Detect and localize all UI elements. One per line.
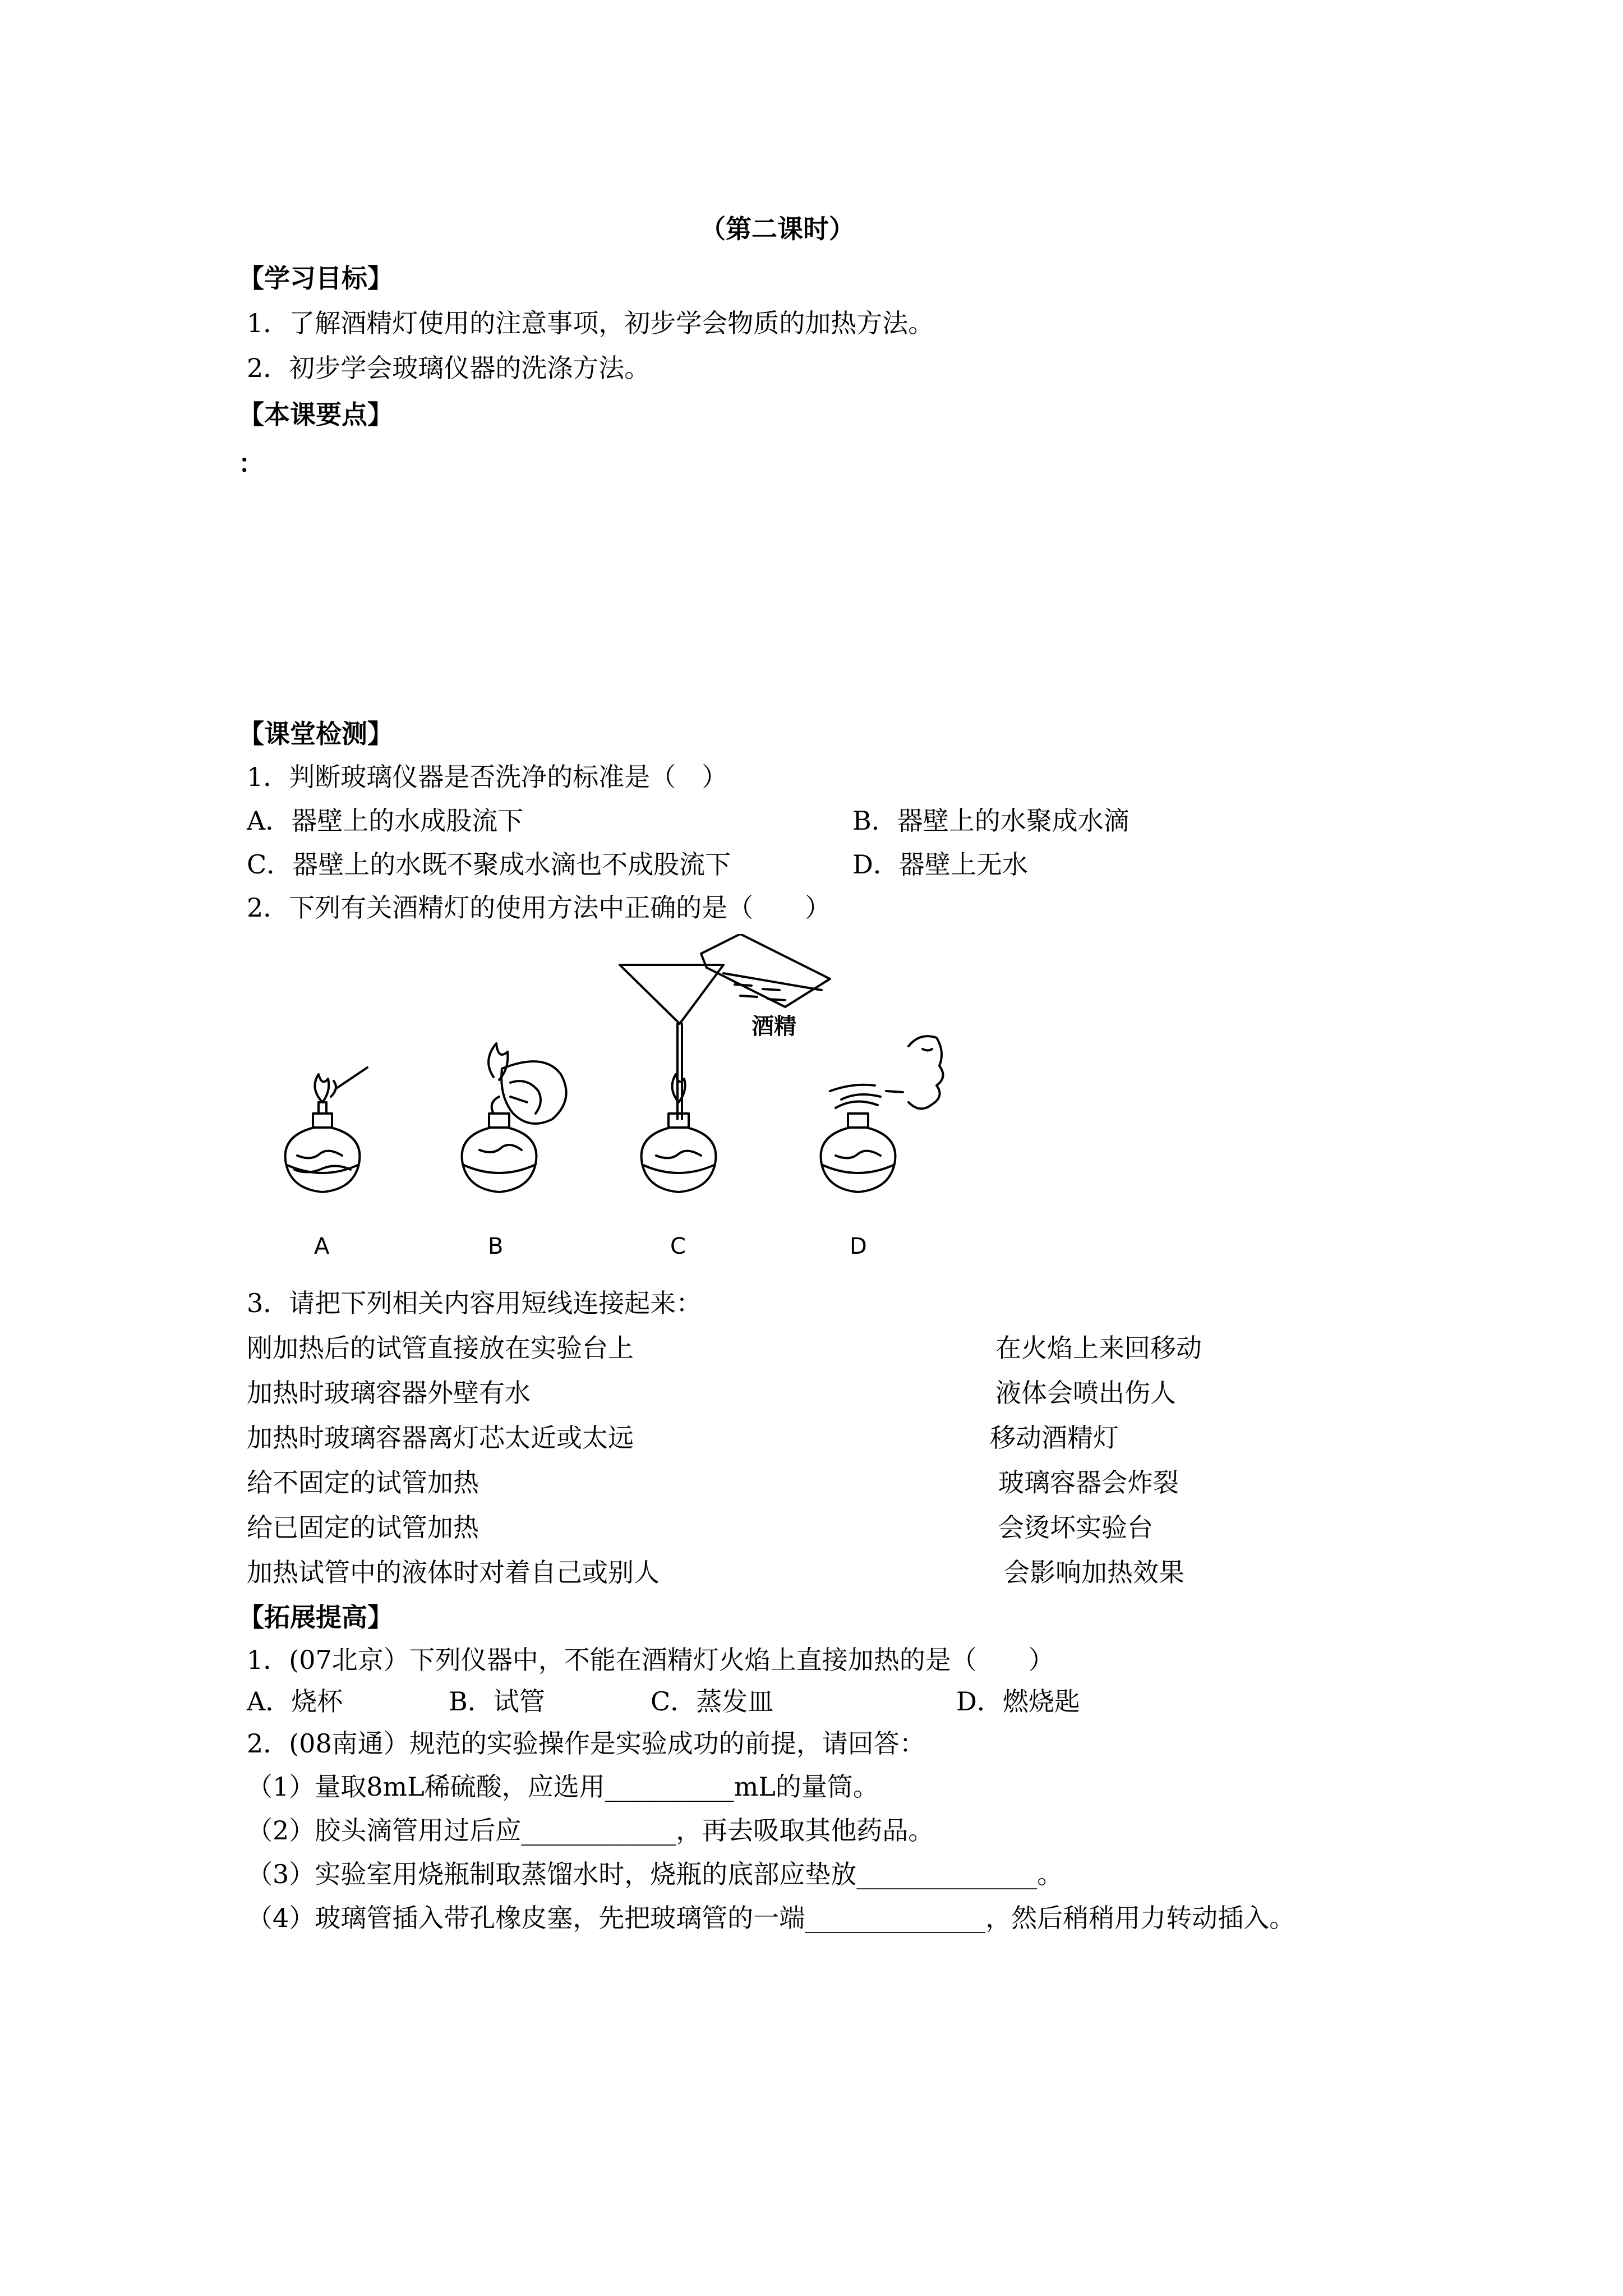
question-3-stem: 3．请把下列相关内容用短线连接起来： <box>247 1288 702 1318</box>
page-title: （第二课时） <box>700 214 855 244</box>
extension-question-2-item: （1）量取8mL稀硫酸，应选用__________mL的量筒。 <box>247 1772 879 1802</box>
key-points-heading: 【本课要点】 <box>238 399 393 430</box>
match-right-item: 移动酒精灯 <box>990 1423 1119 1453</box>
extension-question-2-item: （2）胶头滴管用过后应____________，再去吸取其他药品。 <box>247 1815 934 1846</box>
match-left-item: 给不固定的试管加热 <box>247 1467 479 1498</box>
match-left-item: 刚加热后的试管直接放在实验台上 <box>247 1333 634 1363</box>
extension-heading: 【拓展提高】 <box>238 1602 393 1632</box>
match-left-item: 加热时玻璃容器外壁有水 <box>247 1378 531 1408</box>
lamp-a-icon <box>285 1068 367 1192</box>
figure-label-d: D <box>850 1234 867 1259</box>
figure-label-a: A <box>314 1234 330 1259</box>
objectives-heading: 【学习目标】 <box>238 263 393 293</box>
extension-question-2-item: （4）玻璃管插入带孔橡皮塞，先把玻璃管的一端______________，然后稍稍用力转动插入。 <box>247 1903 1295 1933</box>
figure-alcohol-label: 酒精 <box>751 1014 796 1039</box>
extension-question-1-option-c: C．蒸发皿 <box>651 1686 774 1717</box>
match-left-item: 加热试管中的液体时对着自己或别人 <box>247 1557 660 1588</box>
extension-question-1-option-a: A．烧杯 <box>247 1686 343 1717</box>
extension-question-2-stem: 2．(08南通）规范的实验操作是实验成功的前提，请回答： <box>247 1728 925 1759</box>
match-right-item: 会影响加热效果 <box>1004 1557 1184 1588</box>
figure-label-b: B <box>488 1234 504 1259</box>
question-1-option-d: D．器壁上无水 <box>852 849 1028 880</box>
figure-label-c: C <box>670 1234 686 1259</box>
extension-question-2-item: （3）实验室用烧瓶制取蒸馏水时，烧瓶的底部应垫放______________。 <box>247 1859 1063 1889</box>
match-right-item: 玻璃容器会炸裂 <box>998 1467 1179 1498</box>
match-left-item: 加热时玻璃容器离灯芯太近或太远 <box>247 1423 634 1453</box>
extension-question-1-stem: 1．(07北京）下列仪器中，不能在酒精灯火焰上直接加热的是（ ） <box>247 1645 1054 1675</box>
key-points-content: ： <box>238 448 264 478</box>
match-left-item: 给已固定的试管加热 <box>247 1512 479 1543</box>
alcohol-lamp-figure <box>247 934 1032 1259</box>
objective-item: 1．了解酒精灯使用的注意事项，初步学会物质的加热方法。 <box>247 308 934 338</box>
question-1-option-a: A．器壁上的水成股流下 <box>247 806 524 836</box>
extension-question-1-option-b: B．试管 <box>449 1686 545 1717</box>
question-1-stem: 1．判断玻璃仪器是否洗净的标准是（ ） <box>247 762 728 792</box>
question-2-stem: 2．下列有关酒精灯的使用方法中正确的是（ ） <box>247 892 831 923</box>
lamp-b-icon <box>462 1043 566 1192</box>
extension-question-1-option-d: D．燃烧匙 <box>956 1686 1080 1717</box>
question-1-option-b: B．器壁上的水聚成水滴 <box>852 806 1129 836</box>
lamp-c-icon <box>620 934 830 1192</box>
match-right-item: 液体会喷出伤人 <box>995 1378 1176 1408</box>
lamp-d-icon <box>821 1036 943 1192</box>
match-right-item: 会烫坏实验台 <box>998 1512 1153 1543</box>
match-right-item: 在火焰上来回移动 <box>995 1333 1202 1363</box>
objective-item: 2．初步学会玻璃仪器的洗涤方法。 <box>247 353 651 383</box>
question-1-option-c: C．器壁上的水既不聚成水滴也不成股流下 <box>247 849 731 880</box>
class-test-heading: 【课堂检测】 <box>238 719 393 749</box>
